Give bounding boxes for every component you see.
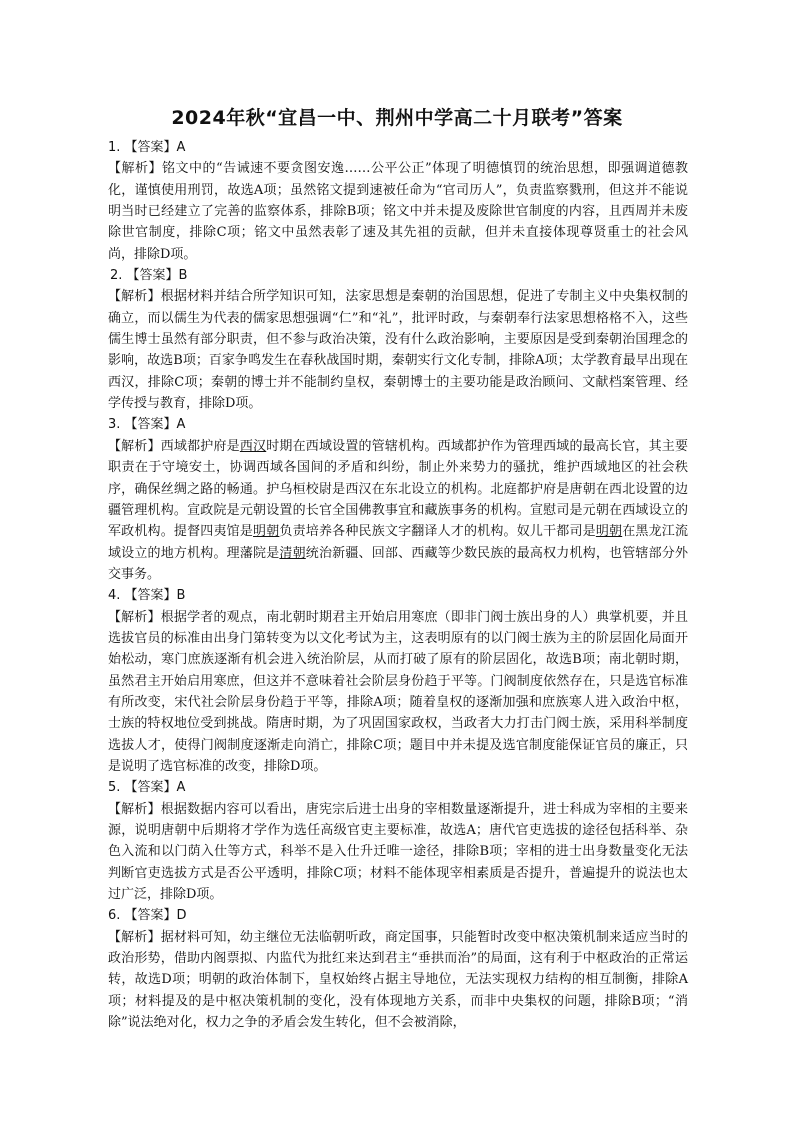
- underlined-term: 清朝: [279, 545, 306, 561]
- document-title: 2024年秋“宜昌一中、荆州中学高二十月联考”答案: [171, 107, 623, 129]
- underlined-term: 明朝: [595, 524, 623, 540]
- analysis-3-text: 在黑龙江流域设立的地方机构。理藩院是: [108, 524, 688, 561]
- analysis-5: 【解析】根据数据内容可以看出，唐宪宗后进士出身的宰相数量逐渐提升，进士科成为宰相的主要来源，说明唐朝中后期将才学作为选任高级官吏主要标准，故选A；唐代官吏选拔的途径包括科举、杂色入流和以门荫入仕等方式，科举不是入仕升迁唯一途径，排除B项；宰相的进士出身数量变化无法判断官吏选拔方式是否公平透明，排除C项；材料不能体现宰相素质是否提升，普遍提升的说法也太过广泛，排除D项。: [108, 801, 688, 903]
- analysis-3-text: 统治新疆、回部、西藏等少数民族的最高权力机构，也管辖部分外交事务。: [108, 545, 688, 582]
- underlined-term: 明朝: [253, 524, 280, 540]
- analysis-1: 【解析】铭文中的“告诫速不要贪图安逸……公平公正”体现了明德慎罚的统治思想，即强调道德教化，谨慎使用刑罚，故选A项；虽然铭文提到速被任命为“官司历人”，负责监察戮刑，但这并不能说明当时已经建立了完善的监察体系，排除B项；铭文中并未提及废除世官制度的内容，且西周并未废除世官制度，排除C项；铭文中虽然表彰了速及其先祖的贡献，但并未直接体现尊贤重士的社会风尚，排除D项。: [108, 161, 688, 262]
- answer-6: 6. 【答案】D: [108, 908, 187, 924]
- document-body: [108, 137, 688, 1033]
- answer-2: 2. 【答案】B: [110, 268, 188, 284]
- underlined-term: 西汉: [239, 438, 267, 454]
- answer-3: 3. 【答案】A: [108, 417, 186, 433]
- analysis-3: [108, 436, 688, 585]
- analysis-6: 【解析】据材料可知，幼主继位无法临朝听政，商定国事，只能暂时改变中枢决策机制来适应当时的政治形势，借助内阁票拟、内监代为批红来达到君主“垂拱而治”的局面，这有利于中枢政治的正常运转，故选D项；明朝的政治体制下，皇权始终占据主导地位，无法实现权力结构的相互制衡，排除A项；材料提及的是中枢决策机制的变化，没有体现地方关系，而非中央集权的问题，排除B项；“消除”说法绝对化，权力之争的矛盾会发生转化，但不会被消除，: [108, 929, 688, 1031]
- answer-4: 4. 【答案】B: [108, 588, 186, 604]
- answer-5: 5. 【答案】A: [108, 780, 186, 796]
- answer-1: 1. 【答案】A: [108, 140, 186, 155]
- analysis-3-text: 负责培养各种民族文字翻译人才的机构。奴儿干都司是: [279, 524, 596, 540]
- analysis-3-text: 【解析】西域都护府是: [108, 438, 240, 454]
- analysis-2: 【解析】根据材料并结合所学知识可知，法家思想是秦朝的治国思想，促进了专制主义中央集权制的确立，而以儒生为代表的儒家思想强调“仁”和“礼”，批评时政，与秦朝奉行法家思想格格不入，这些儒生博士虽然有部分职责，但不参与政治决策，没有什么政治影响，主要原因是受到秦朝治国理念的影响，故选B项；百家争鸣发生在春秋战国时期，秦朝实行文化专制，排除A项；太学教育最早出现在西汉，排除C项；秦朝的博士并不能制约皇权，秦朝博士的主要功能是政治顾问、文献档案管理、经学传授与教育，排除D项。: [108, 289, 688, 412]
- analysis-3-text: 时期在西域设置的管辖机构。西域都护作为管理西域的最高长官，其主要职责在于守境安土，协调西域各国间的矛盾和纠纷，制止外来势力的骚扰，维护西域地区的社会秩序，确保丝绸之路的畅通。护乌桓校尉是西汉在东北设立的机构。北庭都护府是唐朝在西北设置的边疆管理机构。宣政院是元朝设置的长官全国佛教事宜和藏族事务的机构。宣慰司是元朝在西域设立的军政机构。提督四夷馆是: [108, 438, 688, 540]
- analysis-4: 【解析】根据学者的观点，南北朝时期君主开始启用寒庶（即非门阀士族出身的人）典掌机要，并且选拔官员的标准由出身门第转变为以文化考试为主，这表明原有的以门阀士族为主的阶层固化局面开始松动，寒门庶族逐渐有机会进入统治阶层，从而打破了原有的阶层固化，故选B项；南北朝时期，虽然君主开始启用寒庶，但这并不意味着社会阶层身份趋于平等。门阀制度依然存在，只是选官标准有所改变，宋代社会阶层身份趋于平等，排除A项；随着皇权的逐渐加强和庶族寒人进入政治中枢，士族的特权地位受到挑战。隋唐时期，为了巩固国家政权，当政者大力打击门阀士族，采用科举制度选拔人才，使得门阀制度逐渐走向消亡，排除C项；题目中并未提及选官制度能保证官员的廉正，只是说明了选官标准的改变，排除D项。: [108, 609, 688, 774]
